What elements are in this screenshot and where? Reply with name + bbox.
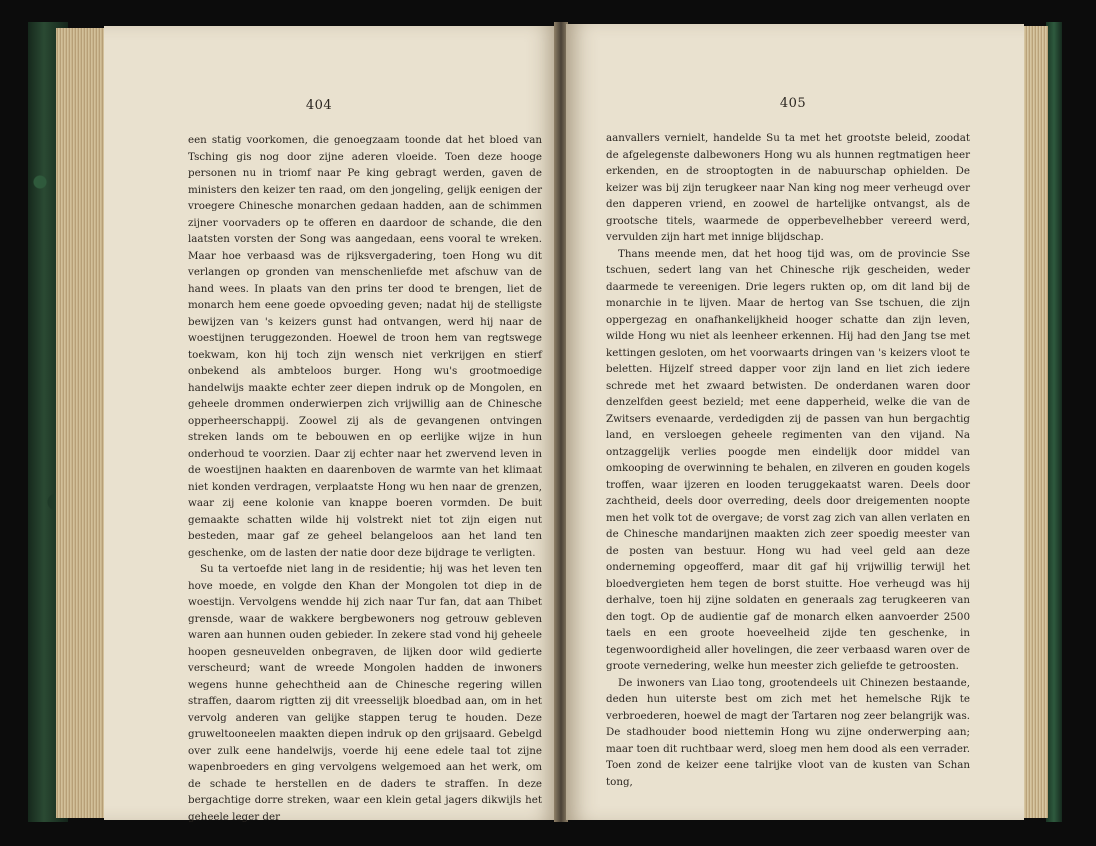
- page-number: 405: [779, 96, 807, 111]
- page-edges-right: [1022, 26, 1048, 818]
- book-binding-right: [1046, 22, 1062, 822]
- page-edges-left: [56, 28, 104, 818]
- paragraph: een statig voorkomen, die genoegzaam toonde dat het bloed van Tsching gis nog door zijne aderen vloeide. Toen deze hooge personen nu in triomf naar Pe king gebragt werden, gaven de ministers den keizer ten raad, om den jongeling, gelijk eenigen der vroegere Chinesche monarchen gedaan hadden, aan de schimmen zijner voorvaders op te offeren en daardoor de schande, die den laatsten vorsten der Song was aangedaan, eens vooral te wreken. Maar hoe verbaasd was de rijksvergadering, toen Hong wu dit verlangen op gronden van menschenliefde met afschuw van de hand wees. In plaats van den prins ter dood te brengen, liet de monarch hem eene goede opvoeding geven; nadat hij de stelligste bewijzen van 's keizers gunst had ontvangen, werd hij naar de woestijnen teruggezonden. Hoewel de troon hem van regtswege toekwam, kon hij toch zijn wensch niet verkrijgen en stierf onbekend als ambteloos burger. Hong wu's grootmoedige handelwijs maakte echter zeer diepen indruk op de Mongolen, en geheele drommen onderwierpen zich vrijwillig aan de Chinesche opperheerschappij. Zoowel zij als de gevangenen ontvingen streken lands om te bebouwen en op eerlijke wijze in hun onderhoud te voorzien. Daar zij echter naar het zwervend leven in de woestijnen haakten en daarenboven de warmte van het klimaat niet konden verdragen, verplaatste Hong wu hen naar de grenzen, waar zij eene kolonie van knappe boeren vormden. De buit gemaakte schatten wilde hij volstrekt niet tot zijn eigen nut besteden, maar gaf ze geheel belangeloos aan het land ten geschenke, om de lasten der natie door deze bijdrage te verligten.: [188, 134, 542, 559]
- paragraph: Su ta vertoefde niet lang in de residentie; hij was het leven ten hove moede, en volgde den Khan der Mongolen tot diep in de woestijn. Vervolgens wendde hij zich naar Tur fan, dat aan Thibet grensde, waar de wakkere bergbewoners nog getrouw gebleven waren aan hunnen ouden gebieder. In zekere stad vond hij geheele hoopen gesneuvelden onbegraven, de lijken door wild gedierte verscheurd; want de wreede Mongolen hadden de inwoners wegens hunne gehechtheid aan de Chinesche regering willen straffen, daarom rigtten zij dit vreesselijk bloedbad aan, om in het vervolg anderen van gelijke stappen terug te houden. Deze gruweltooneelen maakten diepen indruk op den grijsaard. Gebelgd over zulk eene handelwijs, voerde hij eene edele taal tot zijne wapenbroeders en ging vervolgens welgemoed aan het werk, om de schade te herstellen en de daders te straffen. In deze bergachtige dorre streken, waar een klein getal jagers dikwijls het geheele leger der: [188, 563, 542, 823]
- paragraph: aanvallers vernielt, handelde Su ta met het grootste beleid, zoodat de afgelegenste dalbewoners Hong wu als hunnen regtmatigen heer erkenden, en de strooptogten in de nabuurschap ophielden. De keizer was bij zijn terugkeer naar Nan king nog meer verheugd over den dapperen vriend, en zoowel de hartelijke ontvangst, als de grootsche titels, waarmede de opperbevelhebber vereerd werd, vervulden zijn hart met innige blijdschap.: [606, 132, 970, 243]
- paragraph: De inwoners van Liao tong, grootendeels uit Chinezen bestaande, deden hun uiterste best om zich met het hemelsche Rijk te verbroederen, hoewel de magt der Tartaren nog zeer belangrijk was. De stadhouder bood niettemin Hong wu zijne onderwerping aan; maar toen dit ruchtbaar werd, sloeg men hem dood als een verrader. Toen zond de keizer eene talrijke vloot van de kusten van Schan tong,: [606, 676, 970, 788]
- page-text: [188, 132, 542, 825]
- right-page: [566, 24, 1024, 820]
- paragraph: Thans meende men, dat het hoog tijd was, om de provincie Sse tschuen, sedert lang van het Chinesche rijk gescheiden, weder daarmede te vereenigen. Drie legers rukten op, om dit land bij de monarchie in te lijven. Maar de hertog van Sse tschuen, die zijn oppergezag en onafhankelijkheid hooger schatte dan zijn leven, wilde Hong wu niet als leenheer erkennen. Hij had den Jang tse met kettingen gesloten, om het voorwaarts dringen van 's keizers vloot te beletten. Hijzelf streed dapper voor zijn land en liet zich iedere schrede met het zwaard betwisten. De onderdanen waren door denzelfden geest bezield; met eene dapperheid, welke die van de Zwitsers evenaarde, verdedigden zij de passen van hun bergachtig land, en versloegen geheele regimenten van den vijand. Na ontzaggelijk verlies poogde men eindelijk door middel van omkooping de overwinning te behalen, en zilveren en gouden kogels troffen, waar ijzeren en looden teruggekaatst waren. Deels door zachtheid, deels door overreding, deels door dreigementen noopte men het volk tot de overgave; de vorst zag zich van allen verlaten en de Chinesche mandarijnen maakten zich zeer spoedig meester van de posten van bestuur. Hong wu had veel geld aan deze onderneming opgeofferd, maar dit gaf hij vrijwillig terwijl het bloedvergieten hem tegen de borst stuitte. Hoe verheugd was hij derhalve, toen hij zijne soldaten en generaals zag terugkeeren van den togt. Op de audientie gaf de monarch elken aanvoerder 2500 taels en een groote hoeveelheid zijde ten geschenke, in tegenwoordigheid aller hovelingen, die zeer verbaasd waren over de groote vernedering, welke hun meester zich geliefde te getroosten.: [606, 247, 970, 672]
- left-page: [104, 26, 558, 823]
- page-number: 404: [305, 98, 333, 113]
- page-text: [606, 130, 970, 790]
